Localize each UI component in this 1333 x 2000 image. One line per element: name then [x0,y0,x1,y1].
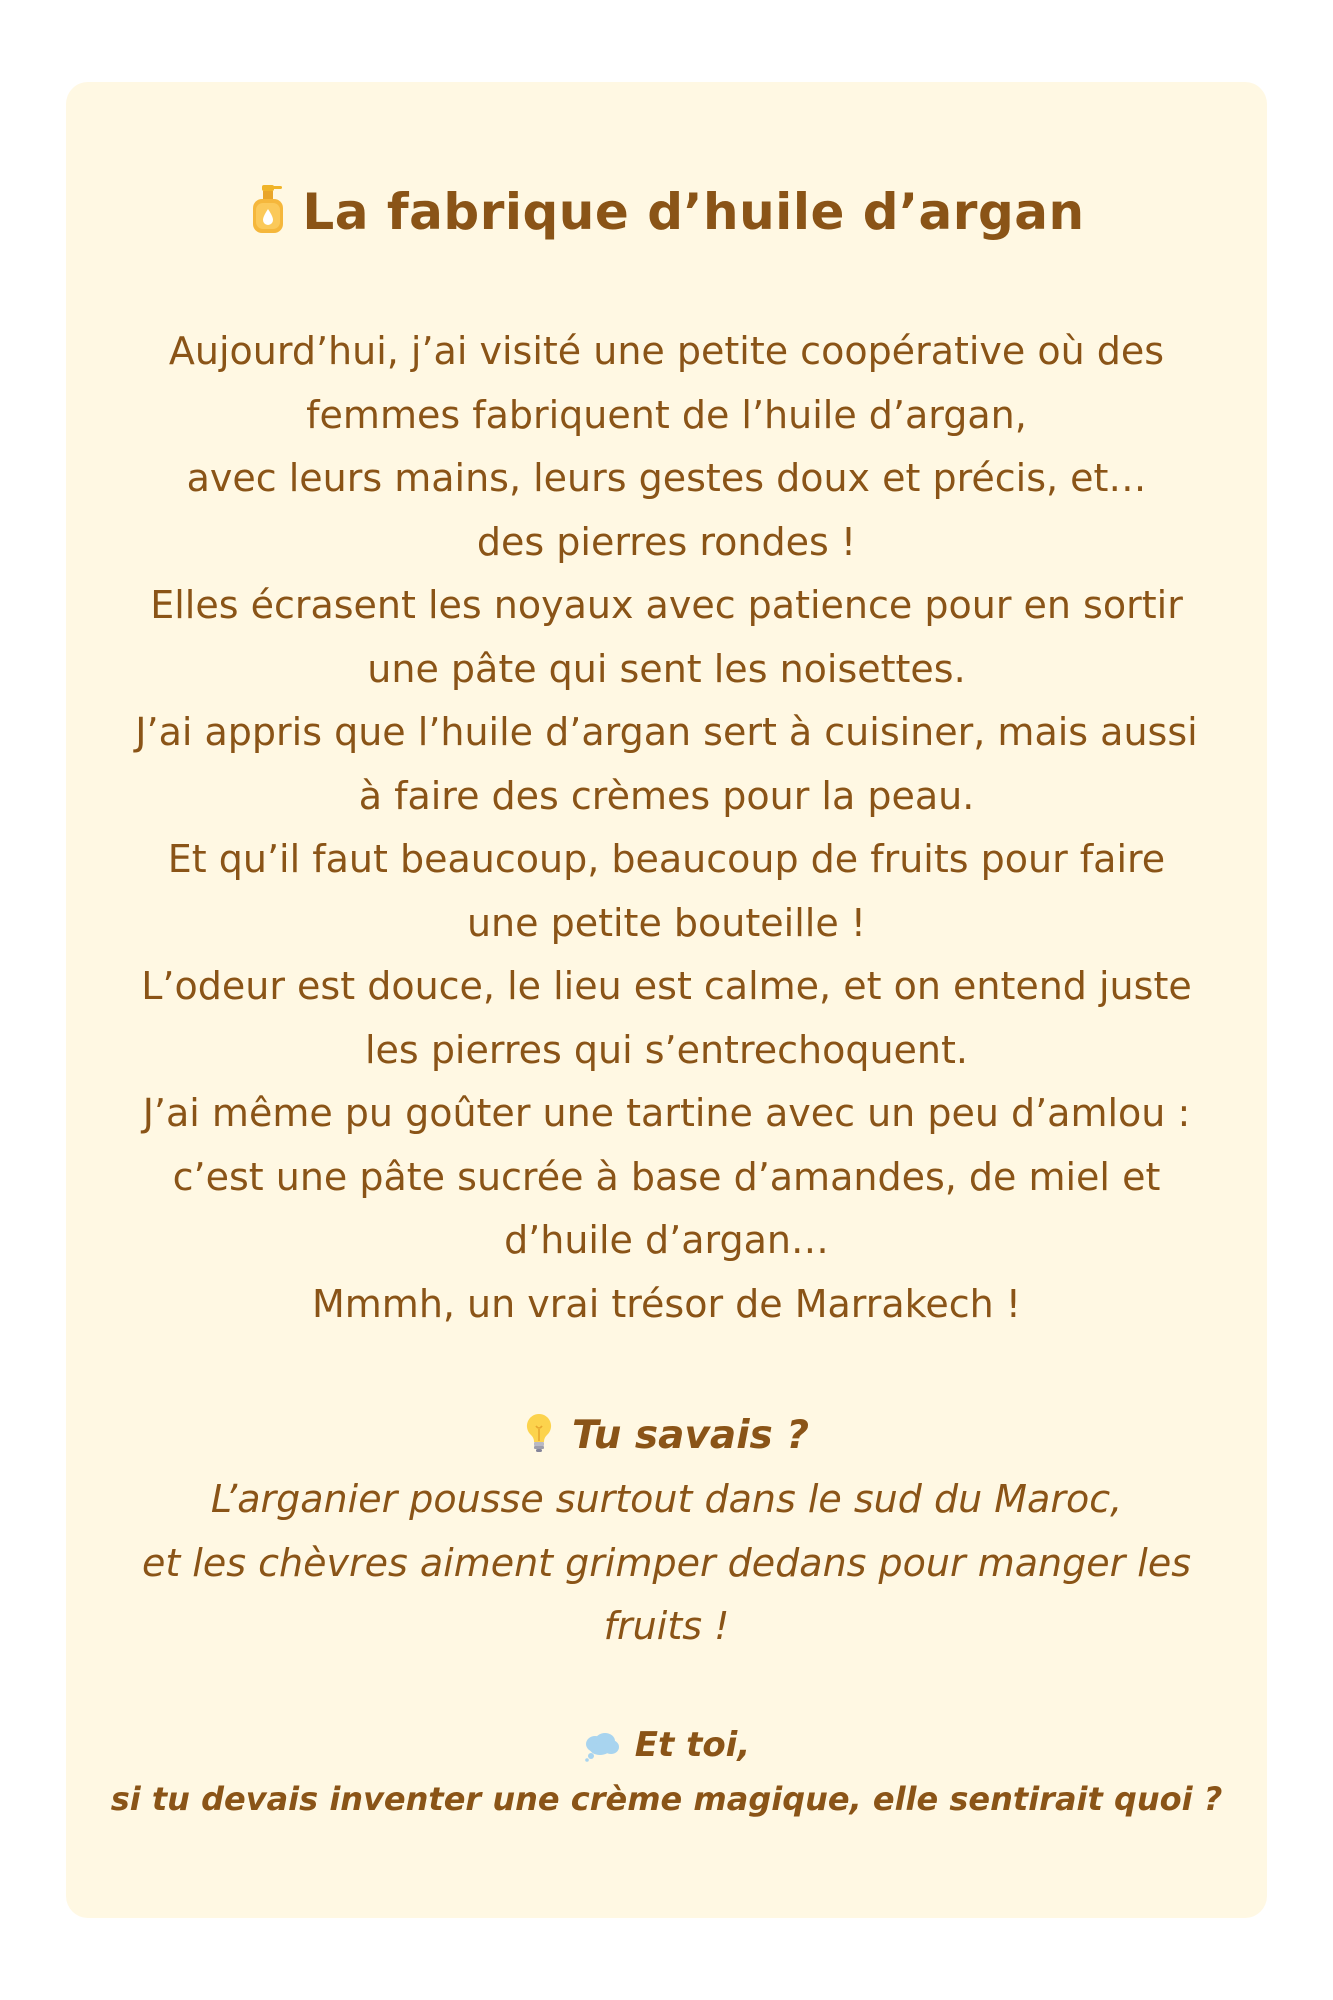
story-line: Mmmh, un vrai trésor de Marrakech ! [312,1281,1021,1326]
story-line: Elles écrasent les noyaux avec patience pour en sortir [150,583,1183,627]
light-bulb-icon [524,1412,554,1472]
question-heading [66,1720,1267,1776]
story-line: les pierres qui s’entrechoquent. [365,1027,968,1072]
story-line: d’huile d’argan… [504,1218,829,1262]
story-line: c’est une pâte sucrée à base d’amandes, de miel et [172,1154,1161,1199]
story-line: avec leurs mains, leurs gestes doux et précis, et… [186,456,1147,500]
thought-bubble-icon [583,1726,621,1776]
story-text [106,320,1227,1336]
story-card [66,82,1267,1918]
tip-text [106,1468,1227,1659]
story-line: L’odeur est douce, le lieu est calme, et on entend juste [141,964,1192,1008]
story-line: une petite bouteille ! [466,900,867,945]
tip-heading [66,1406,1267,1472]
story-line: Aujourd’hui, j’ai visité une petite coopérative où des [168,329,1165,373]
story-line: J’ai appris que l’huile d’argan sert à cuisiner, mais aussi [135,710,1198,754]
tip-heading-text: Tu savais ? [572,1413,809,1458]
story-line: des pierres rondes ! [476,519,857,564]
question-heading-text: Et toi, [634,1725,751,1765]
tip-line: fruits ! [603,1604,730,1648]
story-line: une pâte qui sent les noisettes. [367,646,966,691]
tip-line: et les chèvres aiment grimper dedans pour manger les [141,1540,1192,1585]
page-title-text: La fabrique d’huile d’argan [302,183,1085,241]
story-line: Et qu’il faut beaucoup, beaucoup de fruits pour faire [167,837,1166,881]
page-title [66,182,1267,248]
tip-line: L’arganier pousse surtout dans le sud du Maroc, [210,1477,1123,1521]
lotion-bottle-icon [248,183,288,248]
story-line: J’ai même pu goûter une tartine avec un peu d’amlou : [142,1091,1191,1135]
story-line: femmes fabriquent de l’huile d’argan, [306,392,1027,437]
story-line: à faire des crèmes pour la peau. [358,773,975,818]
question-text: si tu devais inventer une crème magique, elle sentirait quoi ? [110,1780,1223,1818]
